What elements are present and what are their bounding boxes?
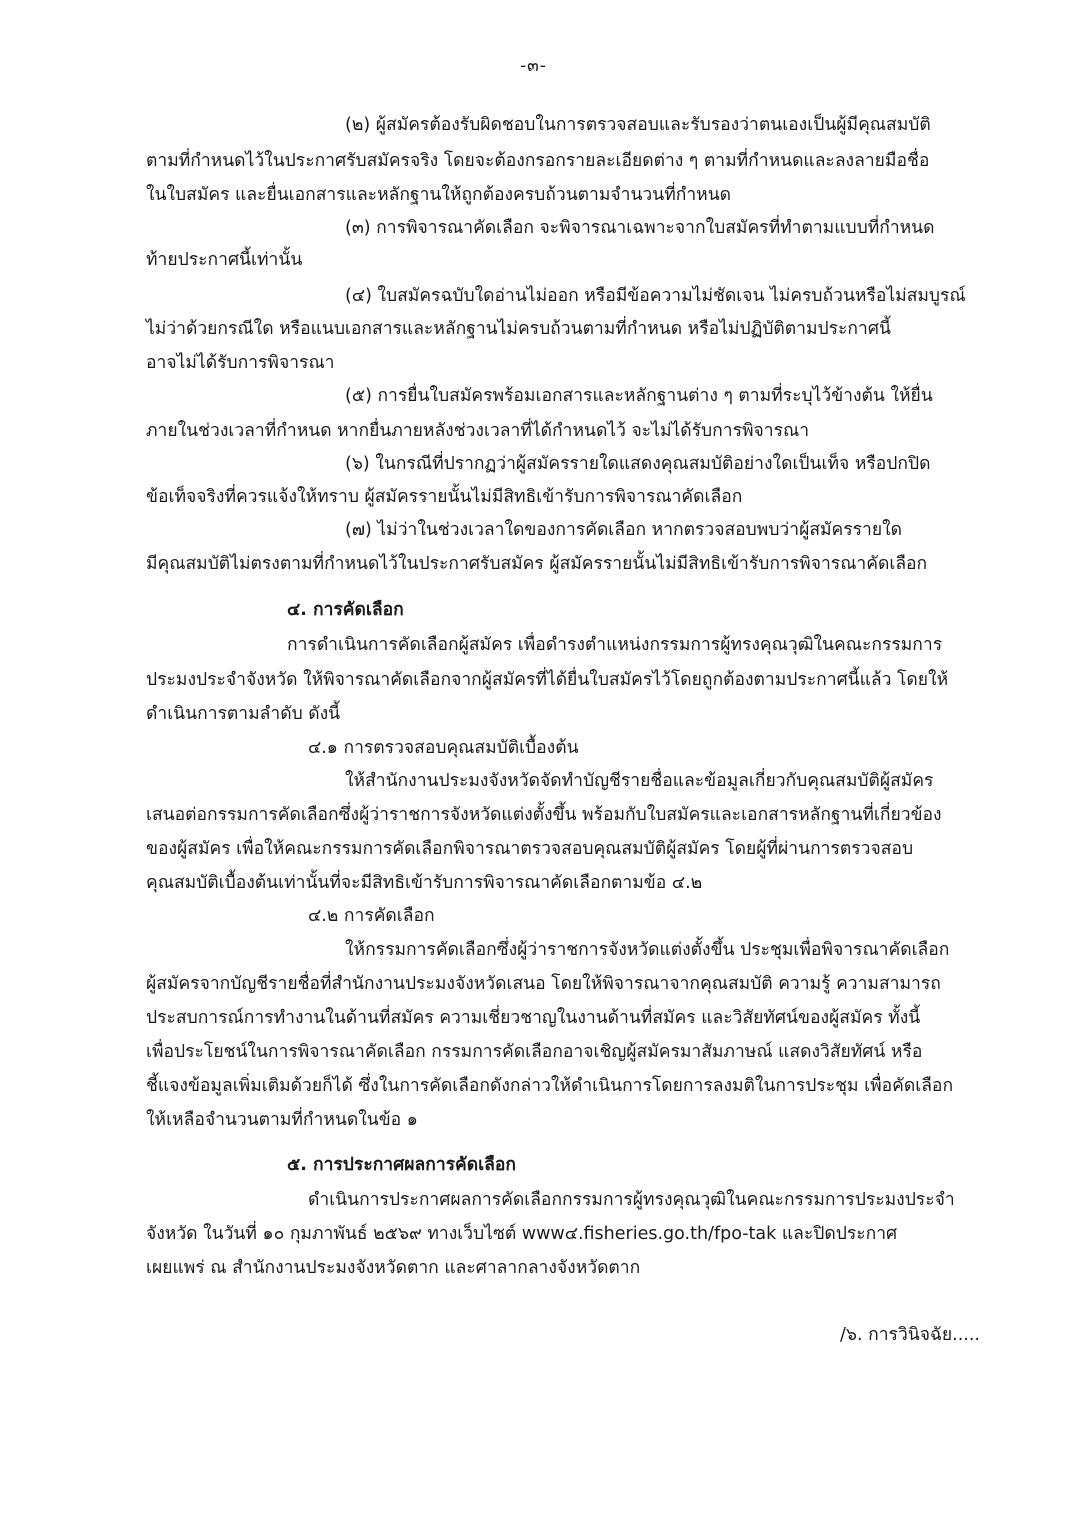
item5-line1: (๕) การยื่นใบสมัครพร้อมเอกสารและหลักฐานต่าง ๆ ตามที่ระบุไว้ข้างต้น ให้ยื่น <box>345 386 933 406</box>
section5-line2: จังหวัด ในวันที่ ๑๐ กุมภาพันธ์ ๒๕๖๙ ทางเว็บไซต์ www๔.fisheries.go.th/fpo-tak และปิดประกาศ <box>146 1224 898 1244</box>
section4-1-line2: เสนอต่อกรรมการคัดเลือกซึ่งผู้ว่าราชการจังหวัดแต่งตั้งขึ้น พร้อมกับใบสมัครและเอกสารหลักฐานที่เกี่ยวข้อง <box>146 805 942 825</box>
section4-2-line2: ผู้สมัครจากบัญชีรายชื่อที่สำนักงานประมงจังหวัดเสนอ โดยให้พิจารณาจากคุณสมบัติ ความรู้ ความสามารถ <box>146 974 941 994</box>
section4-1-line1: ให้สำนักงานประมงจังหวัดจัดทำบัญชีรายชื่อและข้อมูลเกี่ยวกับคุณสมบัติผู้สมัคร <box>345 771 934 791</box>
item2-line2: ตามที่กำหนดไว้ในประกาศรับสมัครจริง โดยจะต้องกรอกรายละเอียดต่าง ๆ ตามที่กำหนดและลงลายมือชื่อ <box>146 151 930 171</box>
section4-2-line1: ให้กรรมการคัดเลือกซึ่งผู้ว่าราชการจังหวัดแต่งตั้งขึ้น ประชุมเพื่อพิจารณาคัดเลือก <box>345 940 950 960</box>
section4-1-heading: ๔.๑ การตรวจสอบคุณสมบัติเบื้องต้น <box>308 738 579 758</box>
item3-line1: (๓) การพิจารณาคัดเลือก จะพิจารณาเฉพาะจากใบสมัครที่ทำตามแบบที่กำหนด <box>345 218 935 238</box>
section4-2-line4: เพื่อประโยชน์ในการพิจารณาคัดเลือก กรรมการคัดเลือกอาจเชิญผู้สมัครมาสัมภาษณ์ แสดงวิสัยทัศน์ หรือ <box>146 1042 923 1062</box>
item4-line3: อาจไม่ได้รับการพิจารณา <box>146 353 335 373</box>
section4-2-line6: ให้เหลือจำนวนตามที่กำหนดในข้อ ๑ <box>146 1110 418 1130</box>
page-number: -๓- <box>520 56 547 76</box>
section5-line3: เผยแพร่ ณ สำนักงานประมงจังหวัดตาก และศาลากลางจังหวัดตาก <box>146 1258 641 1278</box>
section4-intro-line2: ประมงประจำจังหวัด ให้พิจารณาคัดเลือกจากผู้สมัครที่ได้ยื่นใบสมัครไว้โดยถูกต้องตามประกาศนี้แล้ว โดยให้ <box>146 670 949 690</box>
section4-1-line3: ของผู้สมัคร เพื่อให้คณะกรรมการคัดเลือกพิจารณาตรวจสอบคุณสมบัติผู้สมัคร โดยผู้ที่ผ่านการตรวจสอบ <box>146 839 914 859</box>
section5-line1: ดำเนินการประกาศผลการคัดเลือกกรรมการผู้ทรงคุณวุฒิในคณะกรรมการประมงประจำ <box>308 1190 955 1210</box>
item7-line2: มีคุณสมบัติไม่ตรงตามที่กำหนดไว้ในประกาศรับสมัคร ผู้สมัครรายนั้นไม่มีสิทธิเข้ารับการพิจารณาคัดเลือก <box>146 554 928 574</box>
section4-1-line4: คุณสมบัติเบื้องต้นเท่านั้นที่จะมีสิทธิเข้ารับการพิจารณาคัดเลือกตามข้อ ๔.๒ <box>146 873 703 893</box>
section4-intro-line1: การดำเนินการคัดเลือกผู้สมัคร เพื่อดำรงตำแหน่งกรรมการผู้ทรงคุณวุฒิในคณะกรรมการ <box>287 635 943 655</box>
section4-2-line5: ชี้แจงข้อมูลเพิ่มเติมด้วยก็ได้ ซึ่งในการคัดเลือกดังกล่าวให้ดำเนินการโดยการลงมติในการประชุม เพื่อคัดเลือก <box>146 1076 954 1096</box>
section4-2-line3: ประสบการณ์การทำงานในด้านที่สมัคร ความเชี่ยวชาญในงานด้านที่สมัคร และวิสัยทัศน์ของผู้สมัคร ทั้งนี้ <box>146 1008 921 1028</box>
section4-2-heading: ๔.๒ การคัดเลือก <box>308 906 435 926</box>
section4-heading: ๔. การคัดเลือก <box>287 600 404 620</box>
item6-line1: (๖) ในกรณีที่ปรากฏว่าผู้สมัครรายใดแสดงคุณสมบัติอย่างใดเป็นเท็จ หรือปกปิด <box>345 454 931 474</box>
item6-line2: ข้อเท็จจริงที่ควรแจ้งให้ทราบ ผู้สมัครรายนั้นไม่มีสิทธิเข้ารับการพิจารณาคัดเลือก <box>146 487 743 507</box>
item2-line3: ในใบสมัคร และยื่นเอกสารและหลักฐานให้ถูกต้องครบถ้วนตามจำนวนที่กำหนด <box>146 185 732 205</box>
section4-intro-line3: ดำเนินการตามลำดับ ดังนี้ <box>146 704 341 724</box>
item7-line1: (๗) ไม่ว่าในช่วงเวลาใดของการคัดเลือก หากตรวจสอบพบว่าผู้สมัครรายใด <box>345 520 903 540</box>
item2-line1: (๒) ผู้สมัครต้องรับผิดชอบในการตรวจสอบและรับรองว่าตนเองเป็นผู้มีคุณสมบัติ <box>345 115 931 135</box>
section5-heading: ๕. การประกาศผลการคัดเลือก <box>287 1155 516 1175</box>
item4-line1: (๔) ใบสมัครฉบับใดอ่านไม่ออก หรือมีข้อความไม่ชัดเจน ไม่ครบถ้วนหรือไม่สมบูรณ์ <box>345 286 966 306</box>
item4-line2: ไม่ว่าด้วยกรณีใด หรือแนบเอกสารและหลักฐานไม่ครบถ้วนตามที่กำหนด หรือไม่ปฏิบัติตามประกาศนี้ <box>146 319 891 339</box>
item3-line2: ท้ายประกาศนี้เท่านั้น <box>146 250 303 270</box>
continuation-note: /๖. การวินิจฉัย..... <box>840 1325 980 1345</box>
item5-line2: ภายในช่วงเวลาที่กำหนด หากยื่นภายหลังช่วงเวลาที่ได้กำหนดไว้ จะไม่ได้รับการพิจารณา <box>146 421 810 441</box>
